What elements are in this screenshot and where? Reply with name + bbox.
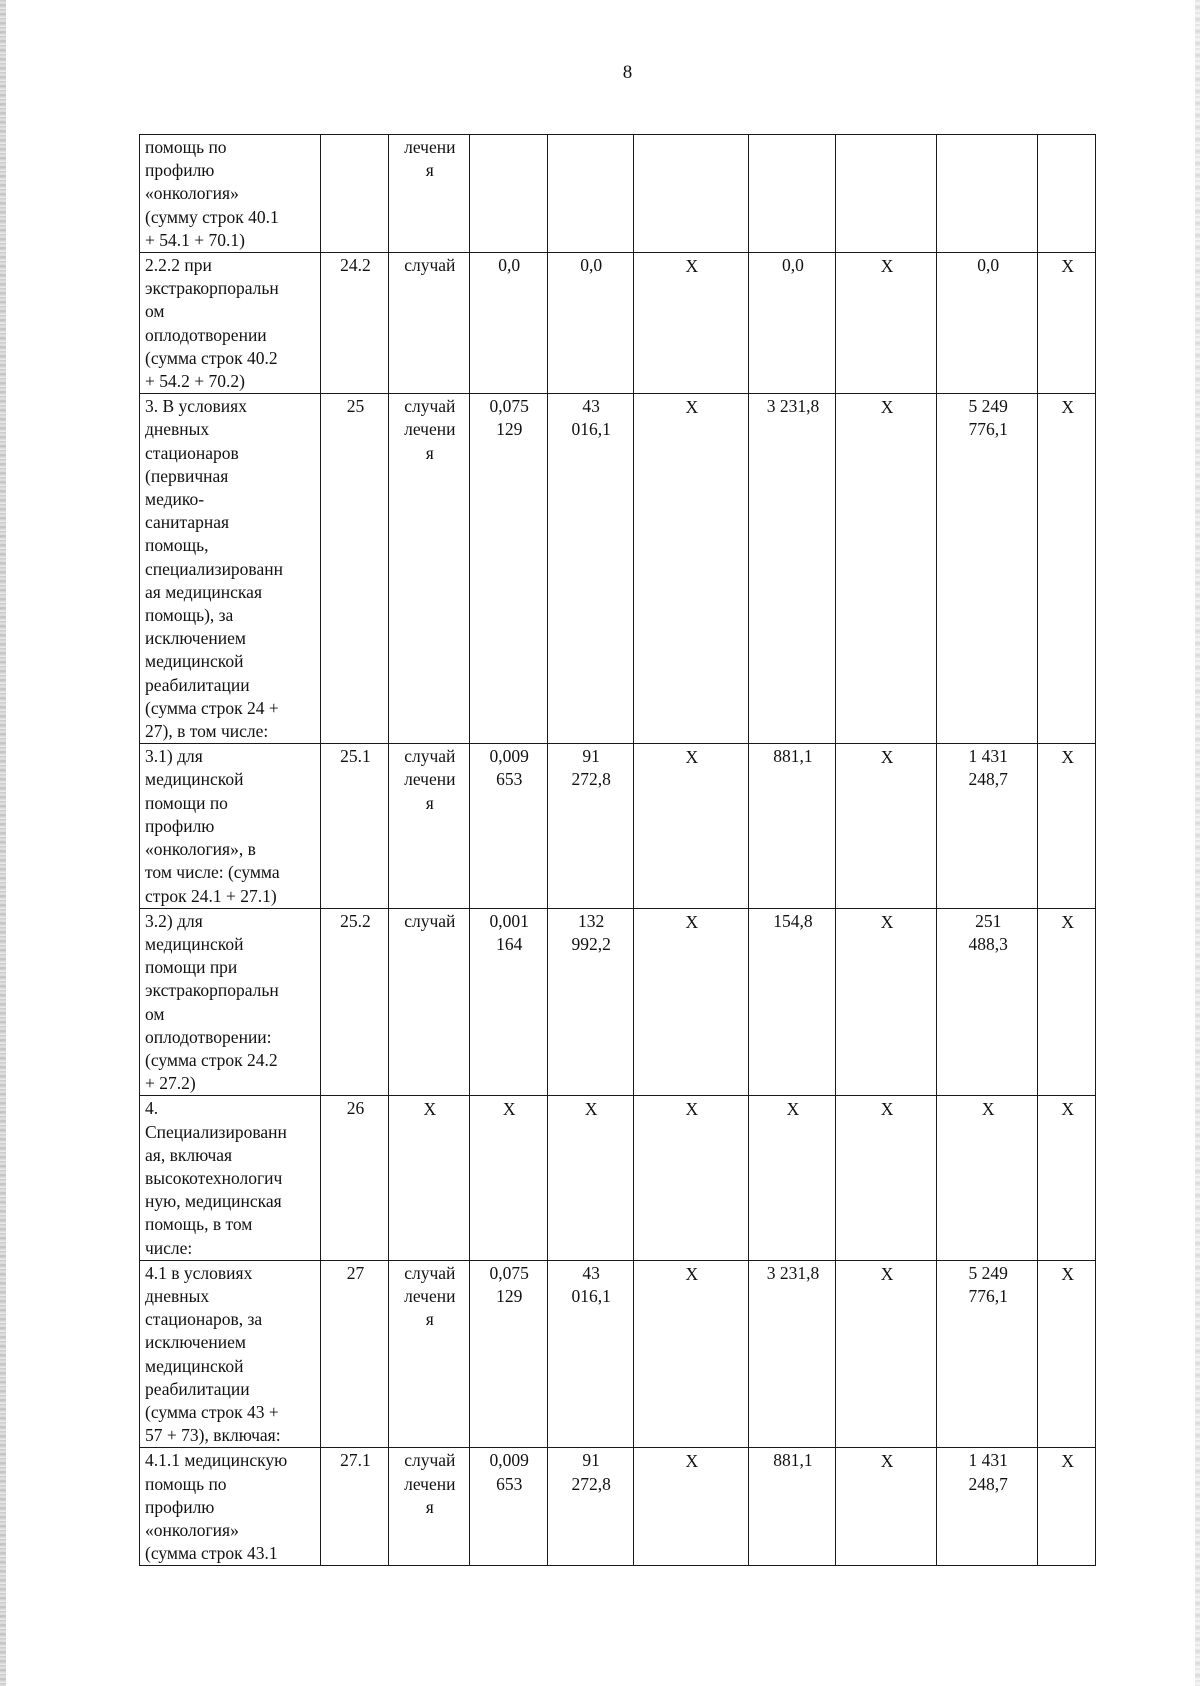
cell-value-5 bbox=[835, 135, 936, 253]
cell-value-7: X bbox=[1038, 1096, 1096, 1260]
cell-name: 3.2) для медицинской помощи при экстракорпоральн ом оплодотворении: (сумма строк 24.2 + 27.2) bbox=[140, 908, 321, 1096]
cell-value-6 bbox=[937, 135, 1038, 253]
cell-row-number: 25.2 bbox=[321, 908, 389, 1096]
cell-value-7: X bbox=[1038, 908, 1096, 1096]
cell-row-number: 24.2 bbox=[321, 253, 389, 394]
cell-value-1 bbox=[469, 135, 547, 253]
cell-name: 3.1) для медицинской помощи по профилю «онкология», в том числе: (сумма строк 24.1 + 27.1) bbox=[140, 744, 321, 908]
cell-value-6: 0,0 bbox=[937, 253, 1038, 394]
table-row bbox=[140, 1260, 1096, 1448]
cell-unit: случай лечени я bbox=[388, 1448, 469, 1566]
cell-name: 4.1 в условиях дневных стационаров, за исключением медицинской реабилитации (сумма строк 43 + 57 + 73), включая: bbox=[140, 1260, 321, 1448]
cell-value-3: X bbox=[633, 253, 748, 394]
cell-value-2: 91 272,8 bbox=[547, 744, 633, 908]
page-number: 8 bbox=[622, 62, 633, 83]
cell-unit: случай лечени я bbox=[388, 744, 469, 908]
table-row bbox=[140, 394, 1096, 744]
cell-value-1: 0,001 164 bbox=[469, 908, 547, 1096]
cell-value-4: X bbox=[748, 1096, 835, 1260]
cell-value-5: X bbox=[835, 1096, 936, 1260]
cell-value-1: X bbox=[469, 1096, 547, 1260]
table-row bbox=[140, 744, 1096, 908]
cell-value-2: 91 272,8 bbox=[547, 1448, 633, 1566]
scan-edge-right bbox=[1195, 0, 1200, 1686]
cell-value-7: X bbox=[1038, 253, 1096, 394]
cell-value-4: 154,8 bbox=[748, 908, 835, 1096]
cell-value-2: 43 016,1 bbox=[547, 1260, 633, 1448]
cell-value-6: 5 249 776,1 bbox=[937, 394, 1038, 744]
cell-name: 3. В условиях дневных стационаров (первичная медико- санитарная помощь, специализированн ая медицинская помощь), за исключением медицинской реабилитации (сумма строк 24 + 27), в том числе: bbox=[140, 394, 321, 744]
cell-value-5: X bbox=[835, 1260, 936, 1448]
cell-value-5: X bbox=[835, 394, 936, 744]
cell-value-7: X bbox=[1038, 394, 1096, 744]
cell-name: помощь по профилю «онкология» (сумму строк 40.1 + 54.1 + 70.1) bbox=[140, 135, 321, 253]
cell-value-3: X bbox=[633, 1096, 748, 1260]
cell-value-3 bbox=[633, 135, 748, 253]
cell-unit: X bbox=[388, 1096, 469, 1260]
cell-value-4: 3 231,8 bbox=[748, 394, 835, 744]
cell-value-1: 0,0 bbox=[469, 253, 547, 394]
cell-name: 4. Специализированн ая, включая высокотехнологич ную, медицинская помощь, в том числе: bbox=[140, 1096, 321, 1260]
cell-value-2: 43 016,1 bbox=[547, 394, 633, 744]
table-row bbox=[140, 908, 1096, 1096]
cell-row-number: 26 bbox=[321, 1096, 389, 1260]
cell-value-3: X bbox=[633, 908, 748, 1096]
cell-value-5: X bbox=[835, 1448, 936, 1566]
cell-value-1: 0,075 129 bbox=[469, 394, 547, 744]
cell-value-4: 3 231,8 bbox=[748, 1260, 835, 1448]
cell-value-2: 132 992,2 bbox=[547, 908, 633, 1096]
cell-name: 4.1.1 медицинскую помощь по профилю «онкология» (сумма строк 43.1 bbox=[140, 1448, 321, 1566]
cell-value-4: 0,0 bbox=[748, 253, 835, 394]
cell-value-4: 881,1 bbox=[748, 744, 835, 908]
cell-row-number: 27.1 bbox=[321, 1448, 389, 1566]
cell-value-1: 0,009 653 bbox=[469, 1448, 547, 1566]
cell-row-number bbox=[321, 135, 389, 253]
cell-value-2 bbox=[547, 135, 633, 253]
cell-row-number: 27 bbox=[321, 1260, 389, 1448]
cell-value-6: 1 431 248,7 bbox=[937, 744, 1038, 908]
table-body bbox=[140, 135, 1096, 1566]
scan-edge-left bbox=[0, 0, 6, 1686]
table-row bbox=[140, 1448, 1096, 1566]
cell-value-3: X bbox=[633, 1260, 748, 1448]
cell-row-number: 25.1 bbox=[321, 744, 389, 908]
cell-name: 2.2.2 при экстракорпоральн ом оплодотворении (сумма строк 40.2 + 54.2 + 70.2) bbox=[140, 253, 321, 394]
cell-value-7 bbox=[1038, 135, 1096, 253]
table-row bbox=[140, 135, 1096, 253]
cell-row-number: 25 bbox=[321, 394, 389, 744]
cell-value-6: 251 488,3 bbox=[937, 908, 1038, 1096]
cell-value-7: X bbox=[1038, 1448, 1096, 1566]
data-table bbox=[139, 134, 1096, 1566]
cell-value-7: X bbox=[1038, 1260, 1096, 1448]
cell-value-6: 1 431 248,7 bbox=[937, 1448, 1038, 1566]
cell-value-1: 0,009 653 bbox=[469, 744, 547, 908]
table-row bbox=[140, 1096, 1096, 1260]
cell-value-6: 5 249 776,1 bbox=[937, 1260, 1038, 1448]
cell-value-2: X bbox=[547, 1096, 633, 1260]
cell-value-6: X bbox=[937, 1096, 1038, 1260]
cell-value-2: 0,0 bbox=[547, 253, 633, 394]
cell-value-3: X bbox=[633, 1448, 748, 1566]
cell-unit: случай лечени я bbox=[388, 394, 469, 744]
cell-value-7: X bbox=[1038, 744, 1096, 908]
cell-value-4 bbox=[748, 135, 835, 253]
cell-value-3: X bbox=[633, 744, 748, 908]
cell-value-5: X bbox=[835, 908, 936, 1096]
cell-value-3: X bbox=[633, 394, 748, 744]
cell-unit: случай лечени я bbox=[388, 1260, 469, 1448]
cell-unit: лечени я bbox=[388, 135, 469, 253]
cell-value-5: X bbox=[835, 744, 936, 908]
cell-unit: случай bbox=[388, 253, 469, 394]
cell-value-4: 881,1 bbox=[748, 1448, 835, 1566]
table-row bbox=[140, 253, 1096, 394]
cell-value-5: X bbox=[835, 253, 936, 394]
cell-value-1: 0,075 129 bbox=[469, 1260, 547, 1448]
cell-unit: случай bbox=[388, 908, 469, 1096]
